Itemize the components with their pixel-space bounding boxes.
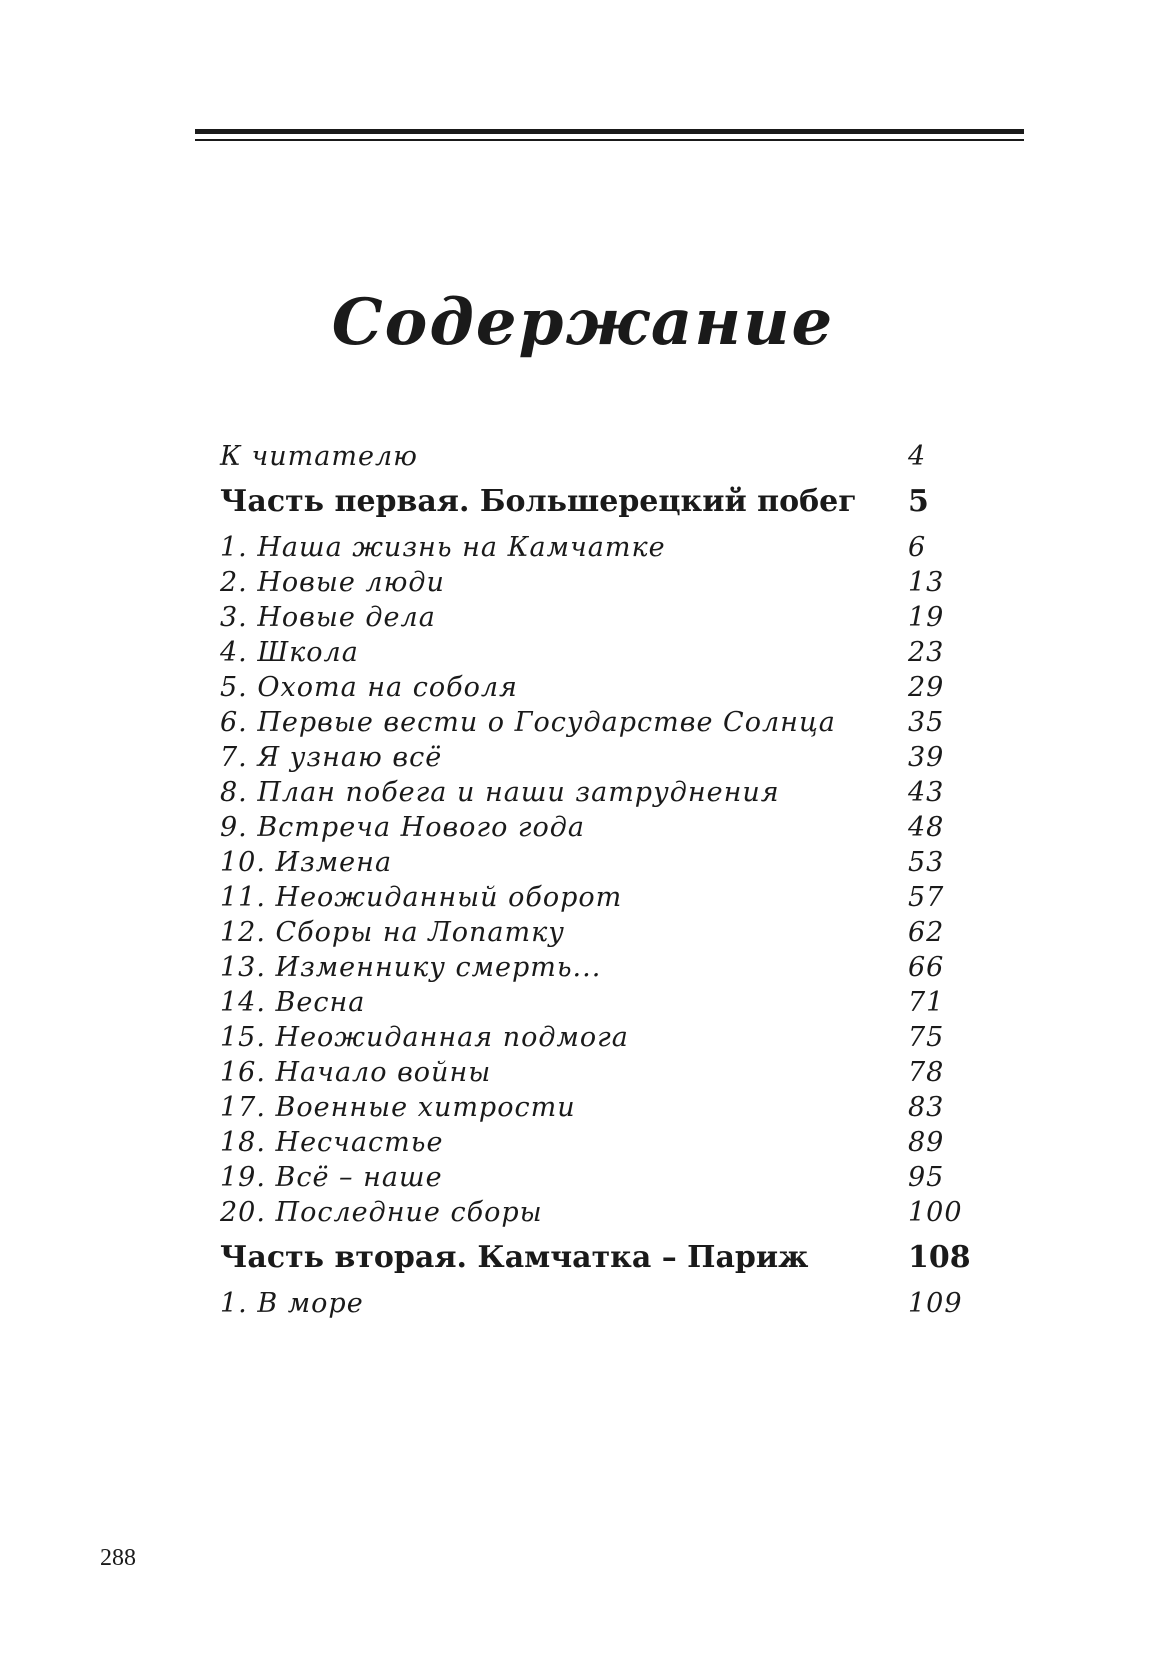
toc-entry-page: 6: [908, 532, 927, 563]
toc-entry-label: 8. План побега и наши затруднения: [220, 777, 780, 808]
toc-entry-page: 66: [908, 952, 945, 983]
toc-entry: [220, 812, 980, 847]
toc-part-page: 5: [908, 484, 929, 519]
toc-entry-label: К читателю: [220, 441, 418, 472]
toc-entry-label: 2. Новые люди: [220, 567, 445, 598]
toc-entry: [220, 1022, 980, 1057]
toc-entry-page: 57: [908, 882, 945, 913]
toc-entry-page: 4: [908, 441, 927, 472]
toc-entry-label: 7. Я узнаю всё: [220, 742, 443, 773]
toc-entry-page: 62: [908, 917, 945, 948]
toc-entry: [220, 707, 980, 742]
toc-entry: [220, 952, 980, 987]
toc-entry: [220, 1162, 980, 1197]
toc-entry-label: 12. Сборы на Лопатку: [220, 917, 565, 948]
toc-part-2: [220, 1232, 980, 1288]
toc-entry-page: 95: [908, 1162, 945, 1193]
page-number: 288: [100, 1545, 136, 1571]
toc-entry: [220, 1127, 980, 1162]
toc-entry-page: 39: [908, 742, 945, 773]
toc-entry-page: 23: [908, 637, 945, 668]
toc-entry: [220, 637, 980, 672]
toc-part-label: Часть вторая. Камчатка – Париж: [220, 1240, 809, 1275]
toc-entry-label: 17. Военные хитрости: [220, 1092, 576, 1123]
toc-entry: [220, 777, 980, 812]
toc-entry-page: 53: [908, 847, 945, 878]
toc-entry-page: 100: [908, 1197, 963, 1228]
toc-entry: [220, 532, 980, 567]
toc-entry-page: 78: [908, 1057, 945, 1088]
toc-entry: [220, 567, 980, 602]
toc-entry: [220, 847, 980, 882]
toc-entry-page: 109: [908, 1288, 963, 1319]
toc-entry: [220, 987, 980, 1022]
toc-entry-label: 5. Охота на соболя: [220, 672, 518, 703]
toc-entry: [220, 742, 980, 777]
toc-part-label: Часть первая. Большерецкий побег: [220, 484, 857, 519]
toc-entry-page: 83: [908, 1092, 945, 1123]
toc-entry: [220, 672, 980, 707]
toc-entry: [220, 1288, 980, 1323]
toc-entry-label: 11. Неожиданный оборот: [220, 882, 623, 913]
toc-part-page: 108: [908, 1240, 971, 1275]
toc-entry-page: 89: [908, 1127, 945, 1158]
toc-part-1: [220, 476, 980, 532]
toc-entry: [220, 1092, 980, 1127]
toc-entry-preface: [220, 441, 980, 476]
toc-entry-label: 18. Несчастье: [220, 1127, 444, 1158]
header-rule-thin: [195, 139, 1024, 141]
toc-entry-label: 6. Первые вести о Государстве Солнца: [220, 707, 836, 738]
toc-entry-label: 9. Встреча Нового года: [220, 812, 586, 843]
toc-entry-label: 10. Измена: [220, 847, 393, 878]
toc-entry: [220, 917, 980, 952]
toc-entry-page: 43: [908, 777, 945, 808]
toc-entry: [220, 602, 980, 637]
table-of-contents: [220, 441, 980, 1323]
toc-entry-page: 35: [908, 707, 945, 738]
toc-entry-label: 14. Весна: [220, 987, 366, 1018]
toc-entry-label: 15. Неожиданная подмога: [220, 1022, 629, 1053]
page-title: Содержание: [331, 285, 835, 360]
toc-entry-label: 1. Наша жизнь на Камчатке: [220, 532, 666, 563]
toc-entry-page: 48: [908, 812, 945, 843]
toc-entry-page: 71: [908, 987, 945, 1018]
toc-entry-page: 13: [908, 567, 945, 598]
toc-entry-label: 1. В море: [220, 1288, 364, 1319]
toc-entry-label: 19. Всё – наше: [220, 1162, 443, 1193]
toc-entry-page: 29: [908, 672, 945, 703]
toc-entry-page: 75: [908, 1022, 945, 1053]
toc-entry-label: 3. Новые дела: [220, 602, 436, 633]
toc-entry-label: 4. Школа: [220, 637, 359, 668]
toc-entry-label: 20. Последние сборы: [220, 1197, 543, 1228]
toc-entry: [220, 1197, 980, 1232]
toc-entry-page: 19: [908, 602, 945, 633]
toc-entry: [220, 1057, 980, 1092]
toc-entry-label: 16. Начало войны: [220, 1057, 492, 1088]
toc-entry: [220, 882, 980, 917]
header-rule-thick: [195, 129, 1024, 134]
toc-entry-label: 13. Изменнику смерть...: [220, 952, 602, 983]
